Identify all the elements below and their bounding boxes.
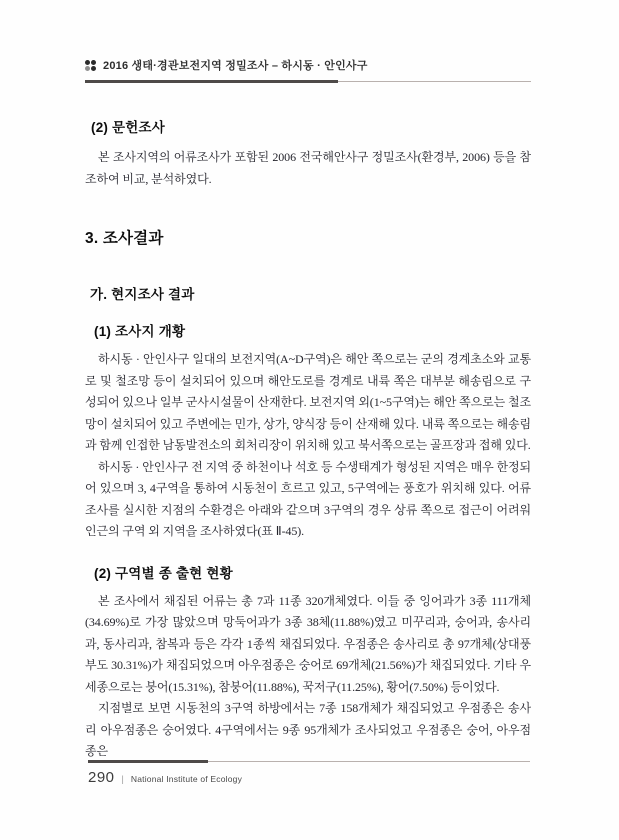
paragraph-species-occurrence-1: 본 조사에서 채집된 어류는 총 7과 11종 320개체였다. 이들 중 잉어과가 3종 111개체(34.69%)로 가장 많았으며 망둑어과가 3종 38체(11.88%)였고 미꾸리과, 숭어과, 송사리과, 동사리과, 참복과 등은 각각 1종씩 채집되었다. 우점종은 송사리로 총 97개체(상대풍부도 30.31%)가 채집되었으며 아우점종은 숭어로 69개체(21.56%)가 채집되었다. 기타 우세종으로는 붕어(15.31%), 참붕어(11.88%), 꾹저구(11.25%), 황어(7.50%) 등이었다. bbox=[85, 593, 531, 694]
header-rule-light-segment bbox=[338, 81, 531, 82]
heading-site-overview: (1) 조사지 개황 bbox=[94, 324, 186, 339]
paragraph-literature-survey: 본 조사지역의 어류조사가 포함된 2006 전국해안사구 정밀조사(환경부, 2006) 등을 참조하여 비교, 분석하였다. bbox=[85, 150, 531, 186]
header-rule-dark-segment bbox=[85, 80, 338, 83]
heading-survey-results: 3. 조사결과 bbox=[85, 230, 164, 247]
paragraph-species-occurrence-2: 지점별로 보면 시동천의 3구역 하방에서는 7종 158개체가 채집되었고 우점종은 송사리 아우점종은 숭어였다. 4구역에서는 9종 95개체가 조사되었고 우점종은 숭어, 아우점종은 bbox=[85, 701, 531, 758]
footer-separator: | bbox=[121, 774, 124, 784]
running-header bbox=[85, 57, 531, 73]
running-header-title: 2016 생태·경관보전지역 정밀조사 – 하시동 · 안인사구 bbox=[103, 60, 368, 72]
paragraph-site-overview-1: 하시동 · 안인사구 일대의 보전지역(A~D구역)은 해안 쪽으로는 군의 경계초소와 교통로 및 철조망 등이 설치되어 있으며 해안도로를 경계로 내륙 쪽은 대부분 해송림으로 구성되어 있으나 일부 군사시설물이 산재한다. 보전지역 외(1~5구역)는 해안 쪽으로는 철조망이 설치되어 있고 주변에는 민가, 상가, 양식장 등이 산재해 있다. 내륙 쪽으로는 해송림과 함께 인접한 남동발전소의 회처리장이 위치해 있고 북서쪽으로는 골프장과 접해 있다. bbox=[85, 352, 531, 452]
footer-rule-light-segment bbox=[208, 761, 530, 762]
footer-info bbox=[88, 769, 530, 786]
page-header bbox=[85, 57, 531, 83]
heading-field-survey-results: 가. 현지조사 결과 bbox=[90, 287, 195, 302]
page-number: 290 bbox=[88, 769, 115, 786]
heading-species-occurrence: (2) 구역별 종 출현 현황 bbox=[94, 565, 233, 581]
heading-literature-survey: (2) 문헌조사 bbox=[91, 120, 166, 135]
header-dots-icon bbox=[85, 60, 96, 71]
paragraph-site-overview-2: 하시동 · 안인사구 전 지역 중 하천이나 석호 등 수생태계가 형성된 지역은 매우 한정되어 있으며 3, 4구역을 통하여 시동천이 흐르고 있고, 5구역에는 풍호가 위치해 있다. 어류 조사를 실시한 지점의 수환경은 아래와 같으며 3구역의 경우 상류 쪽으로 접근이 어려워 인근의 구역 외 지역을 조사하였다(표 Ⅱ-45). bbox=[85, 459, 531, 538]
footer-rule bbox=[88, 760, 530, 763]
page-footer bbox=[88, 760, 530, 786]
publisher-name: National Institute of Ecology bbox=[130, 774, 243, 784]
header-rule bbox=[85, 80, 531, 83]
footer-rule-dark-segment bbox=[88, 760, 208, 763]
document-body bbox=[85, 116, 531, 763]
